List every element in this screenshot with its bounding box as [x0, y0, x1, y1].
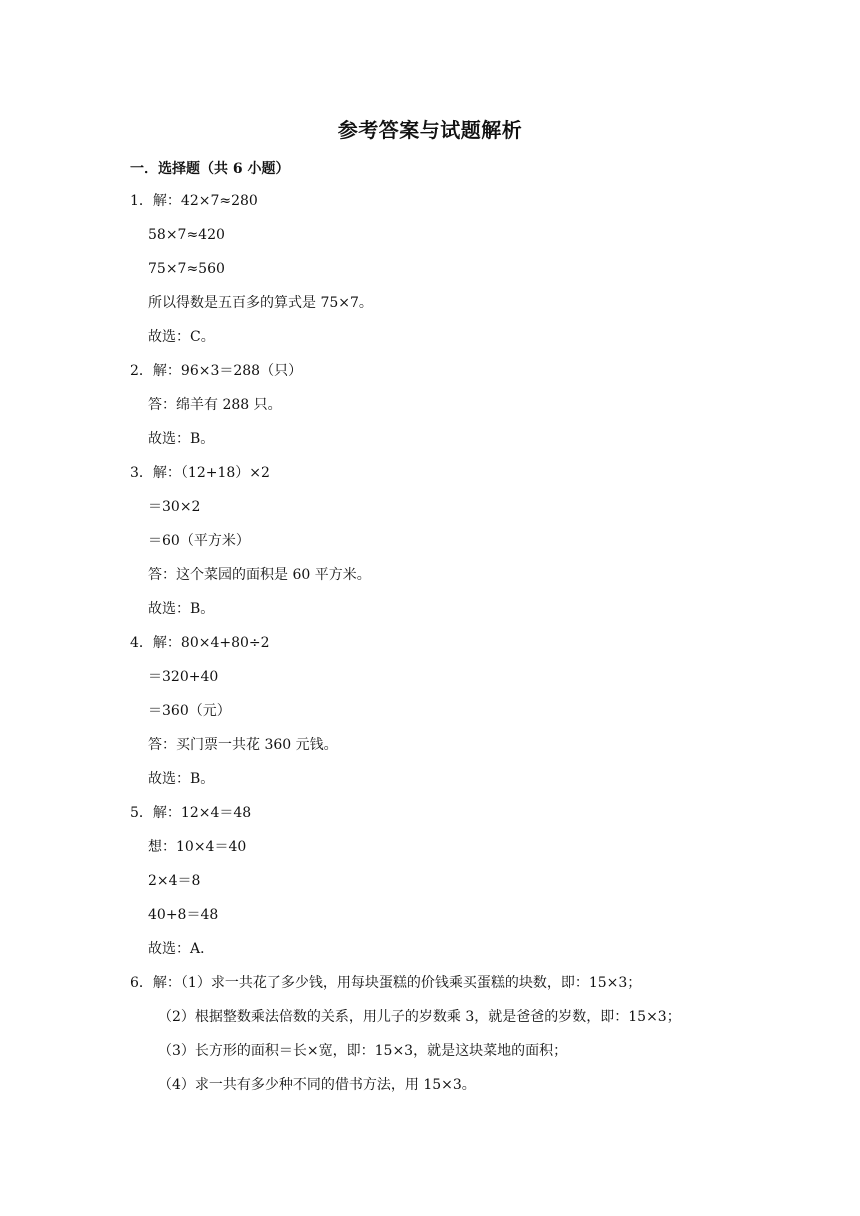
- answer-4-line-4: 答：买门票一共花 360 元钱。: [148, 737, 338, 753]
- section-heading: 一．选择题（共 6 小题）: [130, 161, 290, 177]
- answer-4-choice: 故选：B。: [148, 771, 215, 787]
- answer-2-line-1: 2．解：96×3＝288（只）: [130, 363, 303, 379]
- answer-5-line-2: 想：10×4＝40: [148, 839, 247, 855]
- answer-2-line-2: 答：绵羊有 288 只。: [148, 397, 282, 413]
- answer-6-line-1: 6．解：（1）求一共花了多少钱，用每块蛋糕的价钱乘买蛋糕的块数，即：15×3；: [130, 975, 642, 991]
- answer-5-line-3: 2×4＝8: [148, 873, 201, 889]
- answer-6-line-3: （3）长方形的面积＝长×宽，即：15×3，就是这块菜地的面积；: [158, 1043, 568, 1059]
- answer-1-line-1: 1．解：42×7≈280: [130, 193, 258, 209]
- answer-4-line-1: 4．解：80×4+80÷2: [130, 635, 270, 651]
- answer-6-line-2: （2）根据整数乘法倍数的关系，用儿子的岁数乘 3，就是爸爸的岁数，即：15×3；: [158, 1009, 681, 1025]
- answer-6-line-4: （4）求一共有多少种不同的借书方法，用 15×3。: [158, 1077, 476, 1093]
- answer-3-line-4: 答：这个菜园的面积是 60 平方米。: [148, 567, 371, 583]
- answer-4-line-3: ＝360（元）: [148, 703, 231, 719]
- answer-4-line-2: ＝320+40: [148, 669, 219, 685]
- answer-3-line-3: ＝60（平方米）: [148, 533, 250, 549]
- answer-5-line-1: 5．解：12×4＝48: [130, 805, 252, 821]
- answer-3-choice: 故选：B。: [148, 601, 215, 617]
- answer-1-line-4: 所以得数是五百多的算式是 75×7。: [148, 295, 373, 311]
- answer-3-line-2: ＝30×2: [148, 499, 201, 515]
- page-title: 参考答案与试题解析: [337, 118, 523, 142]
- answer-5-line-4: 40+8＝48: [148, 907, 219, 923]
- answer-5-choice: 故选：A．: [148, 941, 215, 957]
- answer-3-line-1: 3．解：（12+18）×2: [130, 465, 270, 481]
- answer-1-line-2: 58×7≈420: [148, 227, 225, 243]
- answer-1-line-3: 75×7≈560: [148, 261, 225, 277]
- answer-1-choice: 故选：C。: [148, 329, 215, 345]
- answer-2-choice: 故选：B。: [148, 431, 215, 447]
